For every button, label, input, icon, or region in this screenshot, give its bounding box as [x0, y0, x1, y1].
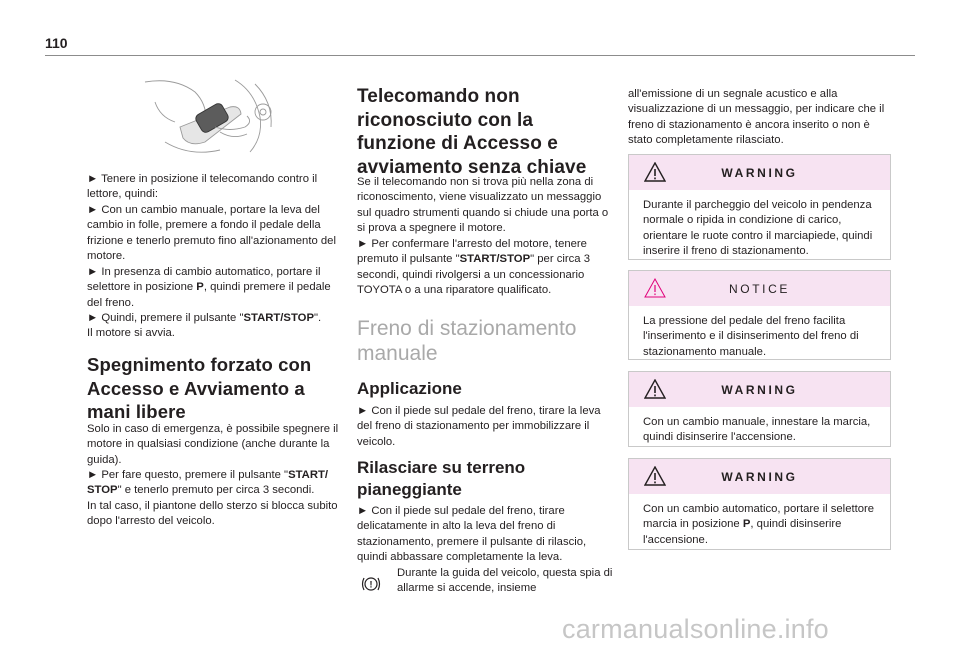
bullet-4: [87, 311, 342, 342]
heading-telecomando: Telecomando non riconosciuto con la funzione di Accesso e avviamento senza chiave: [357, 86, 587, 178]
bullet-3-text: ► In presenza di cambio automatico, portare il selettore in posizione: [87, 266, 321, 294]
telecomando-paragraph-1: Se il telecomando non si trova più nella zona di riconoscimento, viene visualizzato un messaggio sul quadro strumenti quando si chiude una porta o si prova a spegnere il motore.: [357, 176, 609, 235]
notice-triangle-icon: [644, 278, 666, 298]
spia-continuation: all'emissione di un segnale acustico e alla visualizzazione di un messaggio, per indicare che il freno di stazionamento è ancora inserito o non è stato completamente rilasciato.: [628, 88, 885, 147]
notice-box-title: NOTICE: [729, 281, 790, 296]
warning-box-3-text-bold: P: [742, 518, 751, 531]
brake-warning-lamp-icon: [360, 574, 382, 594]
warning-box-2-text: Con un cambio manuale, innestare la marcia, quindi disinserire l'accensione.: [643, 416, 871, 444]
spegnimento-paragraph-2: [87, 468, 342, 499]
warning-box-1-header: [629, 155, 890, 190]
bullet-4-bold: START/STOP: [243, 312, 314, 324]
warning-box-3-text: [643, 502, 878, 548]
svg-text:!: !: [369, 579, 373, 590]
telecomando-p2-bold: START/STOP: [459, 253, 531, 266]
spegnimento-p2-bold: START/ STOP: [87, 469, 329, 497]
header-rule: [45, 55, 915, 56]
notice-box-text: La pressione del pedale del freno facilita l'inserimento e il disinserimento del freno di stazionamento manuale.: [643, 315, 859, 358]
warning-box-3-text-post: , quindi disinserire l'accensione.: [643, 518, 842, 546]
warning-triangle-icon: [644, 162, 666, 182]
bullet-4-text: ► Quindi, premere il pulsante ": [87, 312, 244, 324]
warning-box-1-title: WARNING: [721, 165, 798, 180]
warning-box-2: [628, 371, 891, 447]
notice-box-header: [629, 271, 890, 306]
bullet-3-tail: , quindi premere il pedale del freno.: [87, 281, 331, 309]
rilasciare-paragraph: ► Con il piede sul pedale del freno, tirare delicatamente in alto la leva del freno di stazionamento, premere il pulsante di rilascio, quindi abbassare completamente la leva.: [357, 505, 587, 564]
watermark: carmanualsonline.info: [562, 614, 829, 644]
warning-box-3-header: [629, 459, 890, 494]
bullet-3: [87, 265, 342, 311]
spegnimento-p2-pre: ► Per fare questo, premere il pulsante ": [87, 469, 289, 481]
spegnimento-paragraph-3: In tal caso, il piantone dello sterzo si blocca subito dopo l'arresto del veicolo.: [87, 500, 338, 528]
warning-box-3-text-pre: Con un cambio automatico, portare il selettore marcia in posizione: [643, 503, 875, 531]
telecomando-p2-post: " per circa 3 secondi, quindi rivolgersi a un concessionario TOYOTA o a una riparatore qualificato.: [357, 253, 591, 297]
heading-rilasciare: Rilasciare su terreno pianeggiante: [357, 458, 526, 499]
warning-box-3-title: WARNING: [721, 469, 798, 484]
heading-applicazione: Applicazione: [357, 379, 462, 398]
page-number: 110: [45, 35, 68, 51]
notice-box: [628, 270, 891, 360]
spegnimento-paragraph-1: Solo in caso di emergenza, è possibile spegnere il motore in qualsiasi condizione (anche durante la guida).: [87, 423, 339, 466]
warning-box-2-title: WARNING: [721, 382, 798, 397]
telecomando-paragraph-2: [357, 237, 615, 299]
warning-box-3: [628, 458, 891, 550]
key-fob-illustration: [135, 72, 285, 157]
warning-triangle-icon: [644, 466, 666, 486]
telecomando-p2-pre: ► Per confermare l'arresto del motore, tenere premuto il pulsante ": [357, 238, 587, 266]
bullet-4-line2: Il motore si avvia.: [87, 327, 175, 340]
warning-triangle-icon: [644, 379, 666, 399]
heading-freno-stazionamento: Freno di stazionamento manuale: [357, 317, 577, 365]
spia-description: Durante la guida del veicolo, questa spia di allarme si accende, insieme: [397, 567, 613, 595]
warning-box-2-header: [629, 372, 890, 407]
bullet-2: ► Con un cambio manuale, portare la leva del cambio in folle, premere a fondo il pedale della frizione e tenerlo premuto fino all'azionamento del motore.: [87, 204, 336, 263]
warning-box-1-text: Durante il parcheggio del veicolo in pendenza normale o ripida in condizione di carico, orientare le ruote contro il marciapiede, quindi inserire il freno di stazionamento.: [643, 199, 873, 258]
applicazione-paragraph: ► Con il piede sul pedale del freno, tirare la leva del freno di stazionamento per immobilizzare il veicolo.: [357, 405, 601, 448]
heading-spegnimento-forzato: Spegnimento forzato con Accesso e Avviamento a mani libere: [87, 354, 312, 422]
spegnimento-p2-post: " e tenerlo premuto per circa 3 secondi.: [117, 484, 315, 497]
warning-box-1: [628, 154, 891, 260]
bullet-4-tail: ".: [314, 312, 322, 324]
bullet-3-bold: P: [196, 281, 204, 294]
bullet-1: ► Tenere in posizione il telecomando contro il lettore, quindi:: [87, 173, 318, 201]
